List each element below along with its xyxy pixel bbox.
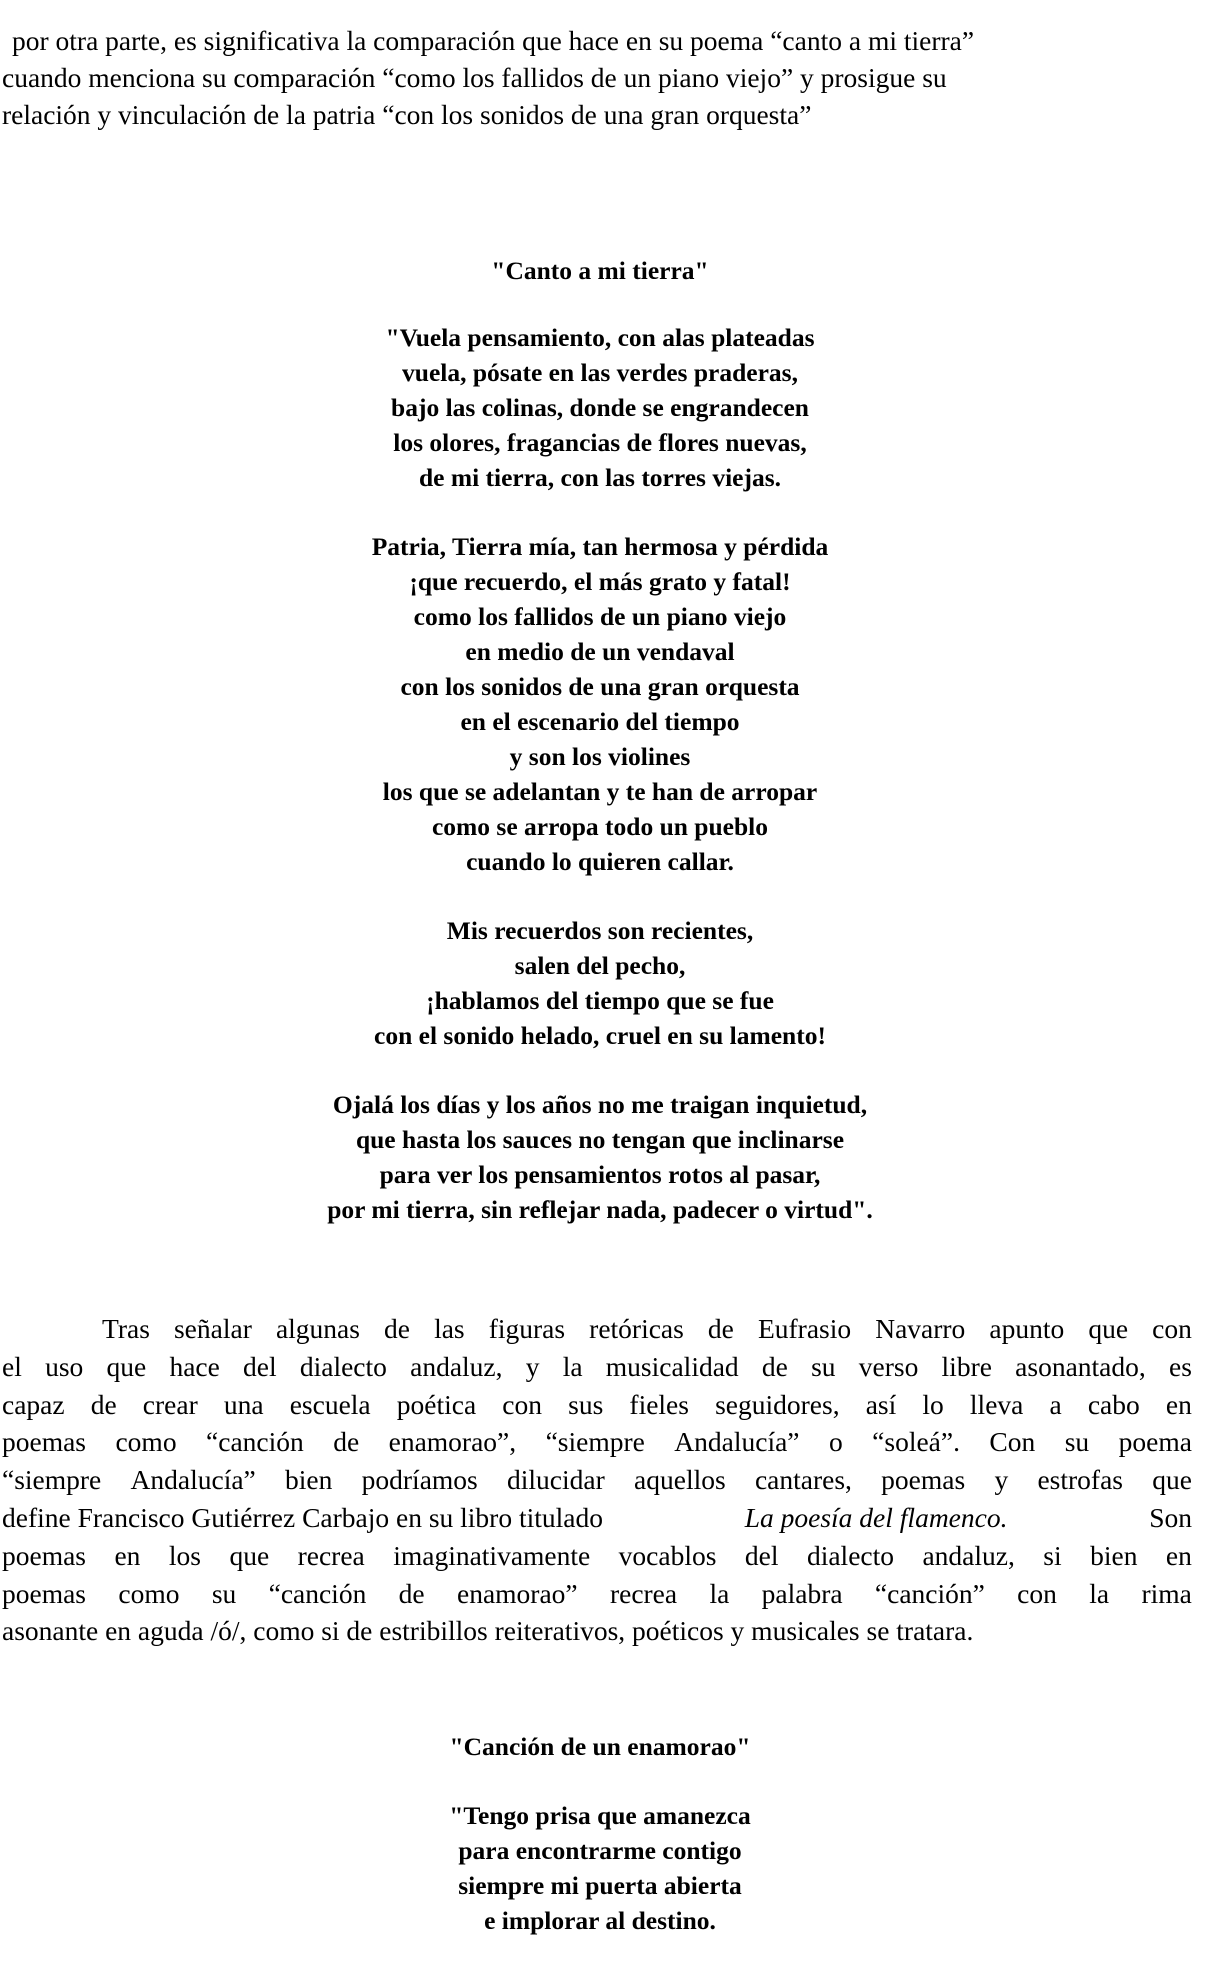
word: estrofas xyxy=(1037,1464,1123,1496)
word: de xyxy=(707,1313,734,1344)
body-line xyxy=(2,1386,1192,1424)
poem-verse: ¡hablamos del tiempo que se fue xyxy=(426,986,774,1015)
word: recrea xyxy=(609,1577,678,1609)
poem-title: "Canto a mi tierra" xyxy=(491,256,709,285)
poem-stanza xyxy=(150,529,1050,879)
poem-stanza xyxy=(150,913,1050,1053)
body-line xyxy=(2,1461,1192,1499)
word: de xyxy=(384,1313,410,1344)
word: seguidores, xyxy=(715,1388,840,1420)
word: libre xyxy=(941,1350,992,1382)
word: dialecto xyxy=(299,1350,387,1382)
intro-line: relación y vinculación de la patria “con los sonidos de una gran orquesta” xyxy=(2,99,812,130)
poem-canto-a-mi-tierra xyxy=(150,254,1050,1227)
word: enamorao” xyxy=(456,1577,578,1609)
word: musicalidad xyxy=(605,1350,739,1382)
word: de xyxy=(398,1577,425,1609)
word: del xyxy=(744,1539,779,1571)
intro-line: por otra parte, es significativa la comparación que hace en su poema “canto a mi tierra” xyxy=(12,25,975,56)
word: poema xyxy=(1118,1426,1192,1458)
body-paragraph xyxy=(2,1310,1192,1650)
poem-verse: y son los violines xyxy=(509,742,691,771)
word: señalar xyxy=(173,1313,252,1344)
word: apunto xyxy=(989,1313,1065,1344)
word: enamorao”, xyxy=(388,1426,517,1458)
word: “canción” xyxy=(874,1577,985,1609)
poem-verse: como se arropa todo un pueblo xyxy=(431,812,769,841)
word: Navarro xyxy=(875,1313,966,1344)
word: bien xyxy=(285,1464,333,1496)
poem-verse: "Vuela pensamiento, con alas plateadas xyxy=(385,323,815,352)
body-line-text: Son xyxy=(1149,1501,1192,1533)
word: figuras xyxy=(488,1313,566,1344)
word: bien xyxy=(1090,1539,1138,1571)
word: si xyxy=(1043,1539,1062,1571)
word: el xyxy=(2,1350,22,1382)
word: hace xyxy=(169,1350,220,1382)
word: Andalucía” xyxy=(130,1464,256,1496)
poem-verse: con el sonido helado, cruel en su lamento! xyxy=(374,1021,826,1050)
word: que xyxy=(106,1350,147,1382)
body-line-with-book-title xyxy=(2,1499,1192,1537)
word: podríamos xyxy=(361,1464,478,1496)
word: o xyxy=(828,1426,843,1458)
word: del xyxy=(243,1350,277,1382)
poem-verse: Mis recuerdos son recientes, xyxy=(446,916,754,945)
word: poemas xyxy=(2,1577,87,1609)
word: uso xyxy=(45,1350,84,1382)
word: de xyxy=(333,1426,360,1458)
word: algunas xyxy=(275,1313,360,1344)
poem-verse: los que se adelantan y te han de arropar xyxy=(382,777,818,806)
word: andaluz, xyxy=(922,1539,1015,1571)
word: recrea xyxy=(297,1539,365,1571)
word: capaz xyxy=(2,1388,65,1420)
word: y xyxy=(994,1464,1009,1496)
poem-verse: para encontrarme contigo xyxy=(458,1836,742,1865)
word: que xyxy=(1152,1464,1192,1496)
word: verso xyxy=(858,1350,919,1382)
intro-line: cuando menciona su comparación “como los fallidos de un piano viejo” y prosigue su xyxy=(2,62,947,93)
word: con xyxy=(1017,1577,1057,1609)
word: “canción xyxy=(268,1577,367,1609)
poem-stanza xyxy=(150,1798,1050,1938)
poem-verse: vuela, pósate en las verdes praderas, xyxy=(402,358,798,387)
word: la xyxy=(709,1577,730,1609)
word: como xyxy=(118,1577,180,1609)
word: con xyxy=(502,1388,542,1420)
word: en xyxy=(114,1539,141,1571)
poem-stanza xyxy=(150,320,1050,495)
word: de xyxy=(90,1388,117,1420)
word: su xyxy=(211,1577,237,1609)
word: que xyxy=(1088,1313,1129,1344)
book-title: La poesía del flamenco. xyxy=(744,1501,1008,1533)
body-line-text: define Francisco Gutiérrez Carbajo en su libro titulado xyxy=(2,1501,603,1533)
body-line xyxy=(2,1423,1192,1461)
word: Tras xyxy=(102,1313,150,1344)
word: de xyxy=(761,1350,788,1382)
poem-verse: bajo las colinas, donde se engrandecen xyxy=(391,393,809,422)
word: que xyxy=(229,1539,270,1571)
poem-cancion-de-un-enamorao xyxy=(150,1730,1050,1938)
poem-verse: Patria, Tierra mía, tan hermosa y pérdida xyxy=(371,532,829,561)
poem-verse: los olores, fragancias de flores nuevas, xyxy=(393,428,807,457)
poem-verse: siempre mi puerta abierta xyxy=(458,1871,742,1900)
intro-paragraph xyxy=(2,22,1192,133)
poem-verse: por mi tierra, sin reflejar nada, padecer o virtud". xyxy=(327,1195,873,1224)
word: poemas xyxy=(2,1539,87,1571)
word: en xyxy=(1165,1388,1192,1420)
word: Eufrasio xyxy=(757,1313,852,1344)
body-line xyxy=(2,1310,1192,1348)
word: “siempre xyxy=(545,1426,645,1458)
word: una xyxy=(223,1388,264,1420)
word: con xyxy=(1152,1313,1192,1344)
poem-verse: que hasta los sauces no tengan que inclinarse xyxy=(355,1125,845,1154)
poem-verse: en el escenario del tiempo xyxy=(460,707,740,736)
word: andaluz, xyxy=(410,1350,503,1382)
word: poemas xyxy=(881,1464,966,1496)
poem-verse: con los sonidos de una gran orquesta xyxy=(400,672,800,701)
body-line xyxy=(2,1575,1192,1613)
word: su xyxy=(1064,1426,1090,1458)
word: “soleá”. xyxy=(872,1426,960,1458)
word: crear xyxy=(142,1388,198,1420)
poem-verse: salen del pecho, xyxy=(514,951,686,980)
word: como xyxy=(115,1426,177,1458)
poem-title: "Canción de un enamorao" xyxy=(449,1732,751,1761)
word: lleva xyxy=(969,1388,1024,1420)
word: los xyxy=(168,1539,201,1571)
word: en xyxy=(1165,1539,1192,1571)
word: aquellos xyxy=(634,1464,726,1496)
word: poemas xyxy=(2,1426,87,1458)
word: fieles xyxy=(629,1388,689,1420)
word: rima xyxy=(1141,1577,1192,1609)
word: lo xyxy=(922,1388,944,1420)
word: poética xyxy=(396,1388,477,1420)
word: “siempre xyxy=(2,1464,102,1496)
poem-verse: en medio de un vendaval xyxy=(465,637,735,666)
word: asonantado, xyxy=(1015,1350,1146,1382)
poem-verse: Ojalá los días y los años no me traigan inquietud, xyxy=(332,1090,868,1119)
word: la xyxy=(1089,1577,1110,1609)
body-line: asonante en aguda /ó/, como si de estribillos reiterativos, poéticos y musicales se tratara. xyxy=(2,1615,974,1647)
word: retóricas xyxy=(589,1313,684,1344)
word: “canción xyxy=(206,1426,304,1458)
poem-verse: cuando lo quieren callar. xyxy=(466,847,734,876)
word: las xyxy=(434,1313,465,1344)
body-line xyxy=(2,1537,1192,1575)
word: sus xyxy=(568,1388,604,1420)
body-line xyxy=(2,1348,1192,1386)
word: escuela xyxy=(289,1388,371,1420)
word: así xyxy=(865,1388,897,1420)
word: su xyxy=(811,1350,836,1382)
word: cabo xyxy=(1087,1388,1140,1420)
word: y xyxy=(525,1350,540,1382)
poem-verse: como los fallidos de un piano viejo xyxy=(413,602,787,631)
poem-verse: para ver los pensamientos rotos al pasar, xyxy=(379,1160,821,1189)
word: dilucidar xyxy=(507,1464,605,1496)
poem-stanza xyxy=(150,1087,1050,1227)
word: dialecto xyxy=(806,1539,894,1571)
poem-verse: e implorar al destino. xyxy=(484,1906,716,1935)
poem-verse: ¡que recuerdo, el más grato y fatal! xyxy=(409,567,791,596)
poem-verse: de mi tierra, con las torres viejas. xyxy=(418,463,782,492)
word: a xyxy=(1049,1388,1062,1420)
word: imaginativamente xyxy=(393,1539,591,1571)
word: Con xyxy=(989,1426,1036,1458)
word: palabra xyxy=(761,1577,843,1609)
word: la xyxy=(562,1350,583,1382)
word: cantares, xyxy=(754,1464,852,1496)
word: es xyxy=(1168,1350,1192,1382)
poem-verse: "Tengo prisa que amanezca xyxy=(449,1801,751,1830)
word: Andalucía” xyxy=(674,1426,800,1458)
word: vocablos xyxy=(618,1539,717,1571)
